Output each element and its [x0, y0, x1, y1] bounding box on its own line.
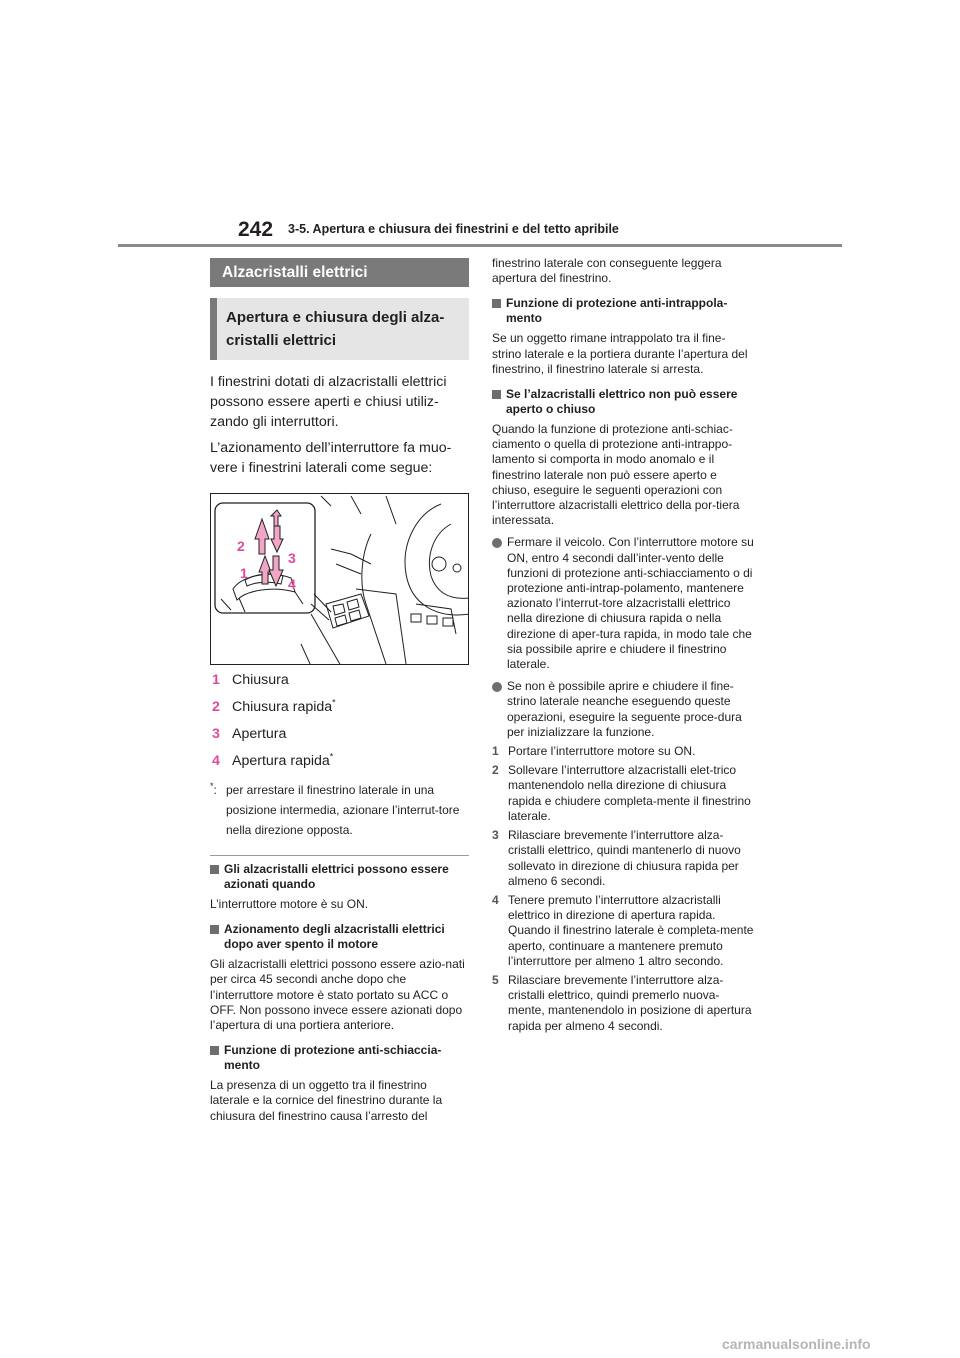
figure-label-2: 2 — [237, 538, 245, 554]
header-rule — [118, 244, 842, 247]
legend-item — [210, 671, 469, 698]
right-column — [492, 256, 754, 1034]
section-divider — [210, 855, 469, 856]
square-bullet-icon — [492, 299, 501, 308]
square-bullet-icon — [210, 865, 219, 874]
heading-catch-protection: Funzione di protezione anti-intrappola-mento — [492, 296, 754, 326]
step-item: 3 Rilasciare brevemente l’interruttore alza-cristalli elettrico, quindi mantenerlo di nuovo sollevato in direzione di chiusura rapida per almeno 6 secondi. — [492, 828, 741, 888]
paragraph-catch-protection: Se un oggetto rimane intrappolato tra il fine-strino laterale e la portiera durante l’apertura del finestrino, il finestrino laterale si arresta. — [492, 331, 748, 376]
paragraph-jam-protection-cont: finestrino laterale con conseguente leggera apertura del finestrino. — [492, 256, 722, 286]
bullet-item: Se non è possibile aprire e chiudere il fine-strino laterale neanche eseguendo queste operazioni, eseguire la seguente proce-dura per inizializzare la funzione. — [492, 679, 754, 740]
square-bullet-icon — [492, 390, 501, 399]
figure-label-1: 1 — [240, 565, 248, 581]
paragraph-jam-protection: La presenza di un oggetto tra il finestrino laterale e la cornice del finestrino durante la chiusura del finestrino causa l’arresto del — [210, 1078, 443, 1123]
legend-text: Chiusura — [232, 672, 289, 688]
step-item: 1 Portare l’interruttore motore su ON. — [492, 744, 696, 759]
legend-item — [210, 725, 469, 752]
intro-paragraph-1: I finestrini dotati di alzacristalli elettrici possono essere aperti e chiusi utiliz-zando gli interruttori. — [210, 374, 447, 430]
legend-text: Apertura — [232, 726, 287, 742]
legend-text: Apertura rapida* — [232, 751, 334, 769]
legend-number: 3 — [212, 726, 220, 742]
legend-item — [210, 752, 469, 779]
legend-number: 2 — [212, 699, 220, 715]
legend-number: 1 — [212, 672, 220, 688]
chapter-title: 3-5. Apertura e chiusura dei finestrini e del tetto apribile — [288, 222, 619, 236]
window-switch-illustration — [210, 493, 469, 665]
subsection-title: Apertura e chiusura degli alza-cristalli elettrici — [210, 298, 469, 360]
figure-label-4: 4 — [288, 576, 296, 592]
paragraph-operate-when: L’interruttore motore è su ON. — [210, 897, 369, 911]
page-number: 242 — [238, 218, 274, 241]
square-bullet-icon — [210, 1046, 219, 1055]
square-bullet-icon — [210, 925, 219, 934]
step-item: 4 Tenere premuto l’interruttore alzacristalli elettrico in direzione di apertura rapida. Quando il finestrino laterale è completa-mente aperto, continuare a mantenere premuto l’interruttore per almeno 1 altro secondo. — [492, 892, 754, 968]
heading-jam-protection: Funzione di protezione anti-schiaccia-mento — [210, 1043, 469, 1073]
step-item: 5 Rilasciare brevemente l’interruttore alza-cristalli elettrico, quindi premerlo nuova-mente, mantenendolo in posizione di apertura rapida per almeno 4 secondi. — [492, 972, 752, 1033]
figure-legend — [210, 671, 469, 779]
legend-item — [210, 698, 469, 725]
left-column — [210, 258, 469, 1124]
round-bullet-icon — [492, 682, 502, 692]
paragraph-after-engine-off: Gli alzacristalli elettrici possono essere azio-nati per circa 45 secondi anche dopo che l’interruttore motore è stato portato su ACC o OFF. Non possono invece essere azionati dopo l’apertura di una portiera anteriore. — [210, 957, 465, 1033]
bullet-item: Fermare il veicolo. Con l’interruttore motore su ON, entro 4 secondi dall’inter-vento delle funzioni di protezione anti-schiacciamento o di protezione anti-intrap-polamento, mantenere azionato l’interrut-tore alzacristalli elettrico nella direzione di chiusura rapida o nella direzione di aper-tura rapida, in modo tale che sia possibile aprire e chiudere il finestrino laterale. — [492, 535, 754, 672]
section-title: Alzacristalli elettrici — [210, 258, 469, 287]
intro-paragraph-2: L’azionamento dell’interruttore fa muo-vere i finestrini laterali come segue: — [210, 440, 452, 476]
legend-text: Chiusura rapida* — [232, 697, 336, 715]
round-bullet-icon — [492, 538, 502, 548]
step-item: 2 Sollevare l’interruttore alzacristalli elet-trico mantenendolo nella direzione di chiusura rapida e chiudere completa-mente il finestrino laterale. — [492, 763, 751, 823]
legend-number: 4 — [212, 753, 220, 769]
heading-cannot-open-close: Se l’alzacristalli elettrico non può essere aperto o chiuso — [492, 387, 754, 417]
footnote-text: per arrestare il finestrino laterale in una posizione intermedia, azionare l’interrut-tore nella direzione opposta. — [226, 783, 460, 837]
watermark: carmanualsonline.info — [722, 1336, 871, 1352]
paragraph-cannot-open-close: Quando la funzione di protezione anti-schiac-ciamento o quella di protezione anti-intrappo-lamento si comporta in modo anomalo e il finestrino laterale non può essere aperto e chiuso, eseguire le seguenti operazioni con l’interruttore alzacristalli elettrico della por-tiera interessata. — [492, 422, 740, 528]
footnote: *: per arrestare il finestrino laterale in una posizione intermedia, azionare l’interrut-tore nella direzione opposta. — [210, 780, 469, 840]
heading-operate-when: Gli alzacristalli elettrici possono essere azionati quando — [210, 862, 469, 892]
heading-after-engine-off: Azionamento degli alzacristalli elettrici dopo aver spento il motore — [210, 922, 469, 952]
figure-label-3: 3 — [288, 550, 296, 566]
switch-diagram — [211, 494, 469, 665]
